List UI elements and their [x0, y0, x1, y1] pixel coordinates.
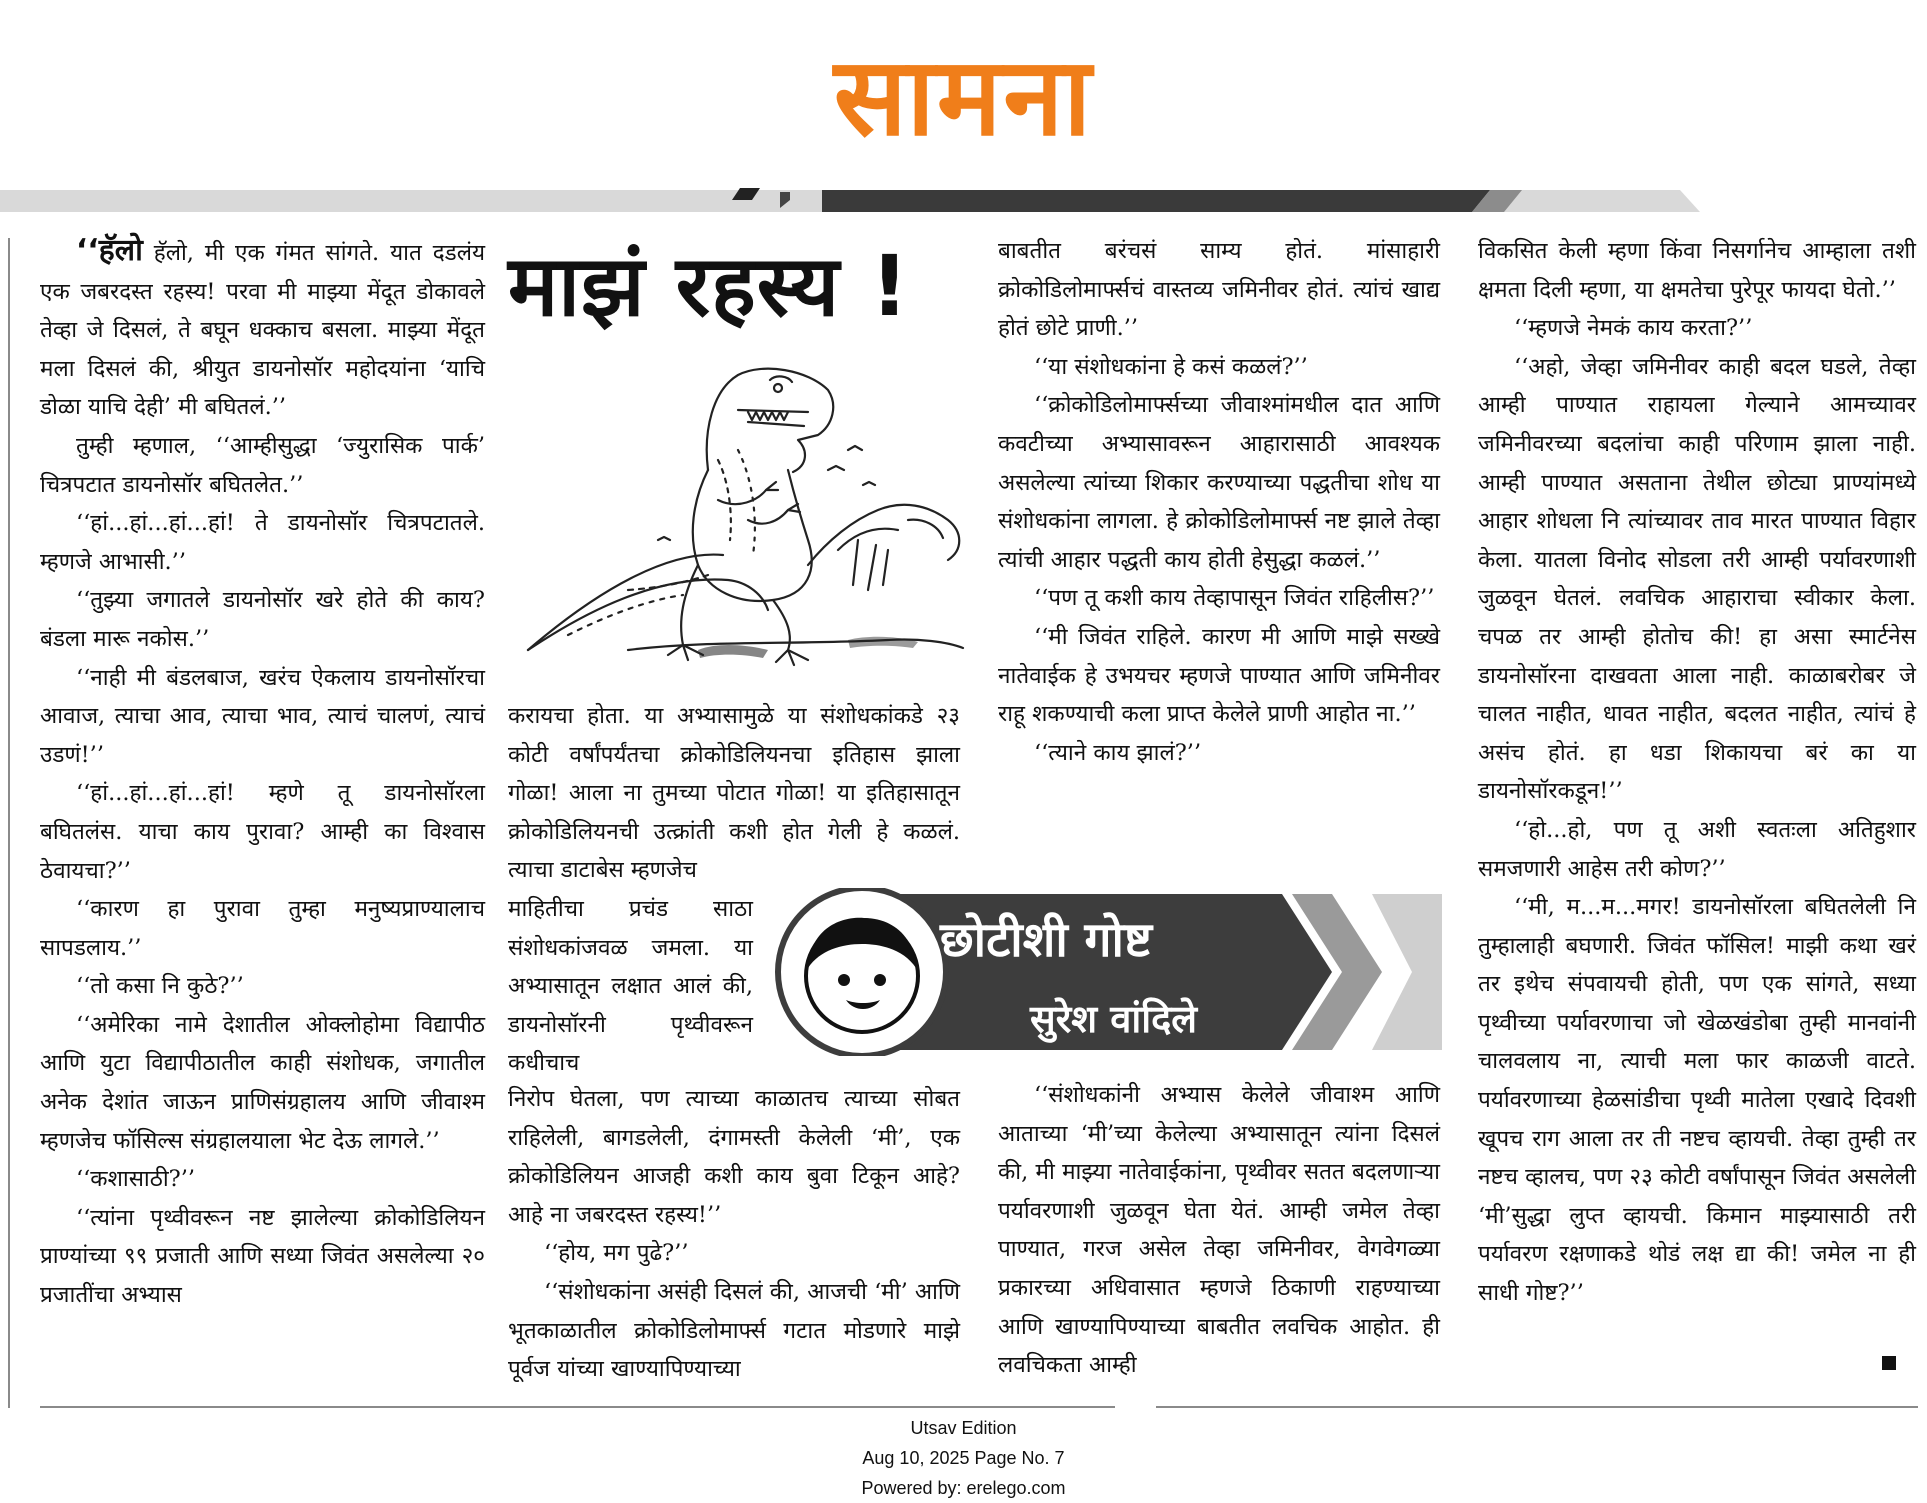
paragraph: ‘‘होय, मग पुढे?’’ [544, 1240, 689, 1267]
paragraph: ‘‘कारण हा पुरावा तुम्हा मनुष्यप्राण्यालाच सापडलाय.’’ [40, 896, 485, 961]
story-end-mark [1882, 1356, 1896, 1370]
date-page-label: Aug 10, 2025 Page No. 7 [862, 1448, 1065, 1468]
article-headline: माझं रहस्य ! [508, 237, 910, 335]
paragraph: निरोप घेतला, पण त्याच्या काळातच त्याच्या सोबत राहिलेली, बागडलेली, दंगामस्ती केलेली ‘मी’, एक क्रोकोडिलियन आजही कशी काय बुवा टिकून आहे? आहे ना जबरदस्त रहस्य!’’ [508, 1086, 960, 1228]
edition-label: Utsav Edition [910, 1418, 1017, 1438]
page-footer [0, 1413, 1927, 1503]
article-column-3 [998, 232, 1440, 772]
article-column-2-wrapped [508, 890, 753, 1083]
series-title: छोटीशी गोष्ट [940, 912, 1152, 968]
paragraph: ‘‘म्हणजे नेमकं काय करता?’’ [1514, 315, 1753, 342]
paragraph: ‘‘संशोधकांना असंही दिसलं की, आजची ‘मी’ आणि भूतकाळातील क्रोकोडिलोमार्फ्स गटात मोडणारे माझे पूर्वज यांच्या खाण्यापिण्याच्या [508, 1278, 960, 1383]
paragraph: तुम्ही म्हणाल, ‘‘आम्हीसुद्धा ‘ज्युरासिक पार्क’ चित्रपटात डायनोसॉर बघितलेत.’’ [40, 432, 485, 498]
paragraph: ‘‘त्याने काय झालं?’’ [1034, 739, 1202, 766]
paragraph: ‘‘क्रोकोडिलोमार्फ्सच्या जीवाश्मांमधील दात आणि कवटीच्या अभ्यासावरून आहारासाठी आवश्यक असलेल्या त्यांच्या शिकार करण्याच्या पद्धतीचा शोध या संशोधकांना लागला. हे क्रोकोडिलोमार्फ्स नष्ट झाले तेव्हा त्यांची आहार पद्धती काय होती हेसुद्धा कळलं.’’ [998, 392, 1440, 573]
article-column-3-continued [998, 1076, 1440, 1385]
paragraph: माहितीचा प्रचंड साठा संशोधकांजवळ जमला. या अभ्यासातून लक्षात आलं की, डायनोसॉरनी पृथ्वीवरून कधीचाच [508, 896, 753, 1077]
author-name: सुरेश वांदिले [1030, 997, 1198, 1041]
paragraph: ‘‘अहो, जेव्हा जमिनीवर काही बदल घडले, तेव्हा आम्ही पाण्यात राहायला गेल्याने आमच्यावर जमिनीवरच्या बदलांचा काही परिणाम झाला नाही. आम्ही पाण्यात असताना तेथील छोट्या प्राण्यांमध्ये आहार शोधला नि त्यांच्यावर ताव मारत पाण्यात विहार केला. यातला विनोद सोडला तरी आम्ही पर्यावरणाशी जुळवून घेतलं. लवचिक आहाराचा स्वीकार केला. चपळ तर आम्ही होतोच की! हा असा स्मार्टनेस डायनोसॉरना दाखवता आला नाही. काळाबरोबर जे चालत नाहीत, धावत नाहीत, बदलत नाहीत, त्यांचं हे असंच होतं. हा धडा शिकायचा बरं का या डायनोसॉरकडून!’’ [1478, 353, 1916, 805]
paragraph: ‘‘त्यांना पृथ्वीवरून नष्ट झालेल्या क्रोकोडिलियन प्राण्यांच्या ९९ प्रजाती आणि सध्या जिवंत असलेल्या २० प्रजातींचा अभ्यास [40, 1204, 485, 1309]
paragraph: बाबतीत बरंचसं साम्य होतं. मांसाहारी क्रोकोडिलोमार्फ्सचं वास्तव्य जमिनीवर होतं. त्यांचं खाद्य होतं छोटे प्राणी.’’ [998, 238, 1440, 342]
paragraph: ‘‘मी, म...म...मगर! डायनोसॉरला बघितलेली नि तुम्हालाही बघणारी. जिवंत फॉसिल! माझी कथा खरं तर इथेच संपवायची होती, पण एक सांगते, सध्या पृथ्वीच्या पर्यावरणाचा जो खेळखंडोबा तुम्ही मानवांनी चालवलाय ना, त्याची मला फार काळजी वाटते. पर्यावरणाच्या हेळसांडीचा पृथ्वी मातेला एखादे दिवशी खूपच राग आला तर ती नष्टच व्हायची. तेव्हा तुम्ही तर नष्टच व्हालच, पण २३ कोटी वर्षांपासून जिवंत असलेली ‘मी’सुद्धा लुप्त व्हायची. किमान माझ्यासाठी तरी पर्यावरण रक्षणाकडे थोडं लक्ष द्या की! जमेल ना ही साधी गोष्ट?’’ [1478, 894, 1916, 1307]
opening-word: ‘‘हॅलो [76, 233, 143, 268]
article-column-2 [508, 697, 960, 890]
paragraph: ‘‘हां...हां...हां...हां! म्हणे तू डायनोसॉरला बघितलंस. याचा काय पुरावा? आम्ही का विश्वास ठेवायचा?’’ [40, 780, 485, 884]
paragraph: ‘‘पण तू कशी काय तेव्हापासून जिवंत राहिलीस?’’ [1034, 585, 1435, 612]
paragraph: करायचा होता. या अभ्यासामुळे या संशोधकांकडे २३ कोटी वर्षांपर्यंतचा क्रोकोडिलियनचा इतिहास झाला गोळा! आला ना तुमच्या पोटात गोळा! या इतिहासातून क्रोकोडिलियनची उत्क्रांती कशी होत गेली हे कळलं. त्याचा डाटाबेस म्हणजेच [508, 703, 960, 884]
paragraph: ‘‘संशोधकांनी अभ्यास केलेले जीवाश्म आणि आताच्या ‘मी’च्या केलेल्या अभ्यासातून त्यांना दिसलं की, मी माझ्या नातेवाईकांना, पृथ्वीवर सतत बदलणाऱ्या पर्यावरणाशी जुळवून घेता येतं. आम्ही जमेल तेव्हा पाण्यात, गरज असेल तेव्हा जमिनीवर, वेगवेगळ्या प्रकारच्या अधिवासात म्हणजे ठिकाणी राहण्याच्या आणि खाण्यापिण्याच्या बाबतीत लवचिक आहोत. ही लवचिकता आम्ही [998, 1082, 1440, 1379]
footer-rule [1156, 1406, 1918, 1408]
left-border-rule [8, 238, 10, 1408]
masthead [0, 0, 1927, 186]
paragraph: ‘‘नाही मी बंडलबाज, खरंच ऐकलाय डायनोसॉरचा आवाज, त्याचा आव, त्याचा भाव, त्याचं चालणं, त्याचं उडणं!’’ [40, 664, 485, 768]
dinosaur-illustration [508, 350, 968, 675]
article-column-4 [1478, 232, 1916, 1313]
paragraph: ‘‘मी जिवंत राहिले. कारण मी आणि माझे सख्खे नातेवाईक हे उभयचर म्हणजे पाण्यात आणि जमिनीवर राहू शकण्याची कला प्राप्त केलेले प्राणी आहोत ना.’’ [998, 623, 1440, 728]
paragraph: ‘‘तो कसा नि कुठे?’’ [76, 973, 244, 1000]
paragraph: ‘‘हॅलो हॅलो, मी एक गंमत सांगते. यात दडलंय एक जबरदस्त रहस्य! परवा मी माझ्या मेंदूत डोकावले तेव्हा जे दिसलं, ते बघून धक्काच बसला. माझ्या मेंदूत मला दिसलं की, श्रीयुत डायनोसॉर महोदयांना ‘याचि डोळा याचि देही’ मी बघितलं.’’ [40, 233, 485, 421]
newspaper-logo: सामना [833, 35, 1094, 160]
article-column-2-continued [508, 1080, 960, 1389]
paragraph: ‘‘कशासाठी?’’ [76, 1166, 196, 1193]
paragraph: ‘‘या संशोधकांना हे कसं कळलं?’’ [1034, 353, 1308, 380]
paragraph: ‘‘अमेरिका नामे देशातील ओक्लोहोमा विद्यापीठ आणि युटा विद्यापीठातील काही संशोधक, जगातील अनेक देशांत जाऊन प्राणिसंग्रहालय आणि जीवाश्म म्हणजेच फॉसिल्स संग्रहालयाला भेट देऊ लागले.’’ [40, 1011, 485, 1154]
footer-rule [40, 1406, 1115, 1408]
paragraph: ‘‘हां...हां...हां...हां! ते डायनोसॉर चित्रपटातले. म्हणजे आभासी.’’ [40, 510, 485, 575]
header-band [0, 188, 1927, 216]
paragraph: ‘‘हो...हो, पण तू अशी स्वतःला अतिहुशार समजणारी आहेस तरी कोण?’’ [1478, 816, 1916, 882]
paragraph: विकसित केली म्हणा किंवा निसर्गानेच आम्हाला तशी क्षमता दिली म्हणा, या क्षमतेचा पुरेपूर फायदा घेतो.’’ [1478, 238, 1916, 303]
article-column-1 [40, 232, 485, 1315]
paragraph: ‘‘तुझ्या जगातले डायनोसॉर खरे होते की काय? बंडला मारू नकोस.’’ [40, 587, 485, 652]
powered-by-label: Powered by: erelego.com [861, 1478, 1066, 1498]
